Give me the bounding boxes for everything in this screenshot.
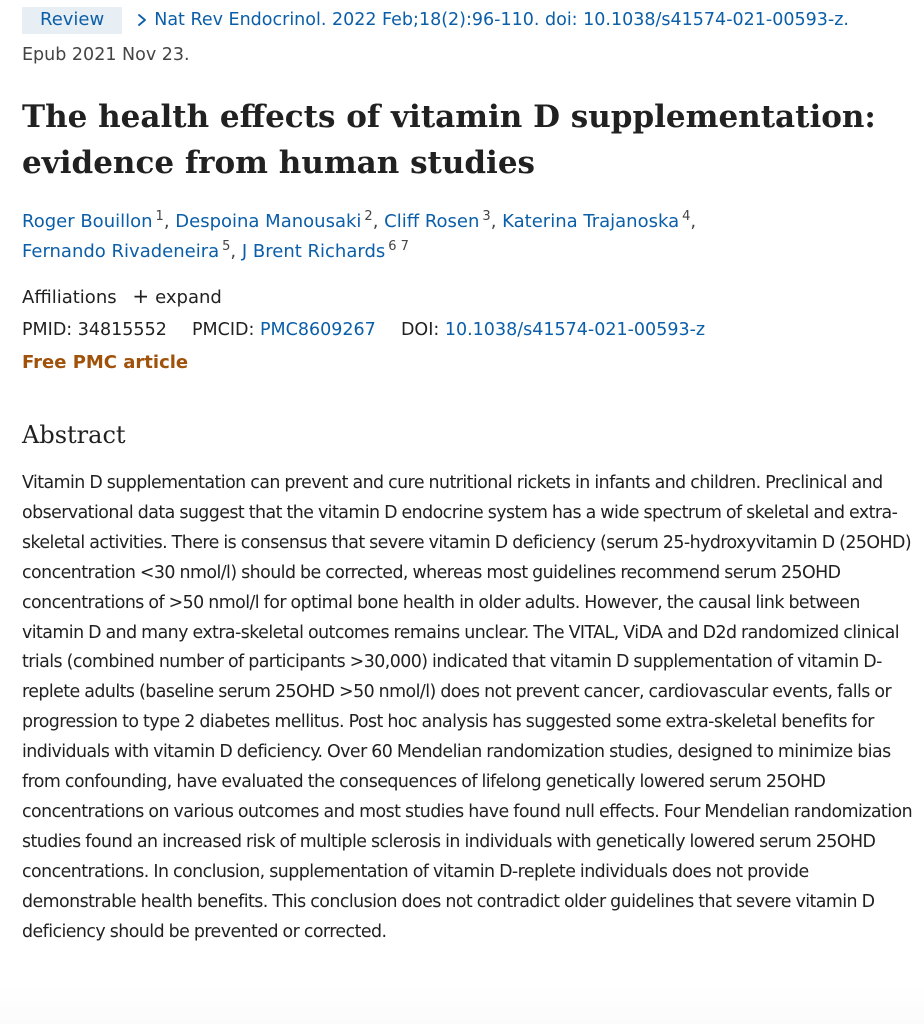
- free-pmc-article-badge[interactable]: Free PMC article: [22, 352, 189, 373]
- author-separator: ,: [490, 211, 503, 232]
- abstract-text: Vitamin D supplementation can prevent and cure nutritional rickets in infants and children. Preclinical and observational data suggest that the vitamin D endocrine system has a wide spectrum of skeletal and extra-skeletal activities. There is consensus that severe vitamin D deficiency (serum 25-hydroxyvitamin D (25OHD) concentration <30 nmol/l) should be corrected, whereas most guidelines recommend serum 25OHD concentrations of >50 nmol/l for optimal bone health in older adults. However, the causal link between vitamin D and many extra-skeletal outcomes remains unclear. The VITAL, ViDA and D2d randomized clinical trials (combined number of participants >30,000) indicated that vitamin D supplementation of vitamin D-replete adults (baseline serum 25OHD >50 nmol/l) does not prevent cancer, cardiovascular events, falls or progression to type 2 diabetes mellitus. Post hoc analysis has suggested some extra-skeletal benefits for individuals with vitamin D deficiency. Over 60 Mendelian randomization studies, designed to minimize bias from confounding, have evaluated the consequences of lifelong genetically lowered serum 25OHD concentrations on various outcomes and most studies have found null effects. Four Mendelian randomization studies found an increased risk of multiple sclerosis in individuals with genetically lowered serum 25OHD concentrations. In conclusion, supplementation of vitamin D-replete individuals does not provide demonstrable health benefits. This conclusion does not contradict older guidelines that severe vitamin D deficiency should be prevented or corrected.: [22, 473, 913, 942]
- author-separator: ,: [690, 211, 697, 232]
- plus-icon: +: [132, 284, 150, 308]
- author-separator: ,: [163, 211, 176, 232]
- affiliation-ref[interactable]: 5: [222, 239, 231, 254]
- affiliation-ref[interactable]: 1: [155, 209, 164, 224]
- author-name[interactable]: Cliff Rosen: [384, 211, 480, 232]
- expand-label: expand: [155, 287, 222, 308]
- author-link[interactable]: [22, 211, 164, 232]
- author-name[interactable]: Despoina Manousaki: [175, 211, 362, 232]
- author-name[interactable]: Katerina Trajanoska: [502, 211, 680, 232]
- author-separator: ,: [372, 211, 385, 232]
- identifiers-row: [22, 318, 705, 342]
- author-link[interactable]: [384, 211, 491, 232]
- author-link[interactable]: [22, 241, 230, 262]
- pmcid-link[interactable]: PMC8609267: [259, 320, 376, 340]
- citation-line: [22, 7, 849, 33]
- doi-label: DOI:: [400, 320, 440, 340]
- pmid-label: PMID:: [22, 320, 73, 340]
- affiliation-ref[interactable]: 6 7: [388, 239, 409, 254]
- chevron-right-icon: [136, 13, 148, 27]
- epub-date: Epub 2021 Nov 23.: [22, 45, 190, 65]
- bottom-fade: [0, 985, 924, 1024]
- author-separator: ,: [230, 241, 242, 262]
- affiliations-expand-button[interactable]: [132, 284, 222, 308]
- affiliations-row: [22, 284, 222, 310]
- article-title: The health effects of vitamin D supplementation: evidence from human studies: [22, 99, 876, 181]
- article-type-badge: Review: [22, 7, 122, 34]
- author-link[interactable]: [502, 211, 690, 232]
- pmcid-label: PMCID:: [192, 320, 255, 340]
- author-name[interactable]: J Brent Richards: [241, 241, 386, 262]
- pmid-value: 34815552: [77, 320, 167, 340]
- affiliation-ref[interactable]: 4: [682, 209, 691, 224]
- affiliation-ref[interactable]: 2: [364, 209, 373, 224]
- affiliations-label: Affiliations: [22, 287, 117, 308]
- journal-citation-link[interactable]: Nat Rev Endocrinol. 2022 Feb;18(2):96-110. doi: 10.1038/s41574-021-00593-z.: [154, 10, 849, 30]
- author-name[interactable]: Fernando Rivadeneira: [22, 241, 220, 262]
- author-link[interactable]: [242, 241, 409, 262]
- author-list: [22, 207, 914, 267]
- abstract-heading: Abstract: [22, 421, 126, 449]
- author-link[interactable]: [175, 211, 372, 232]
- affiliation-ref[interactable]: 3: [482, 209, 491, 224]
- doi-link[interactable]: 10.1038/s41574-021-00593-z: [444, 320, 706, 340]
- author-name[interactable]: Roger Bouillon: [22, 211, 153, 232]
